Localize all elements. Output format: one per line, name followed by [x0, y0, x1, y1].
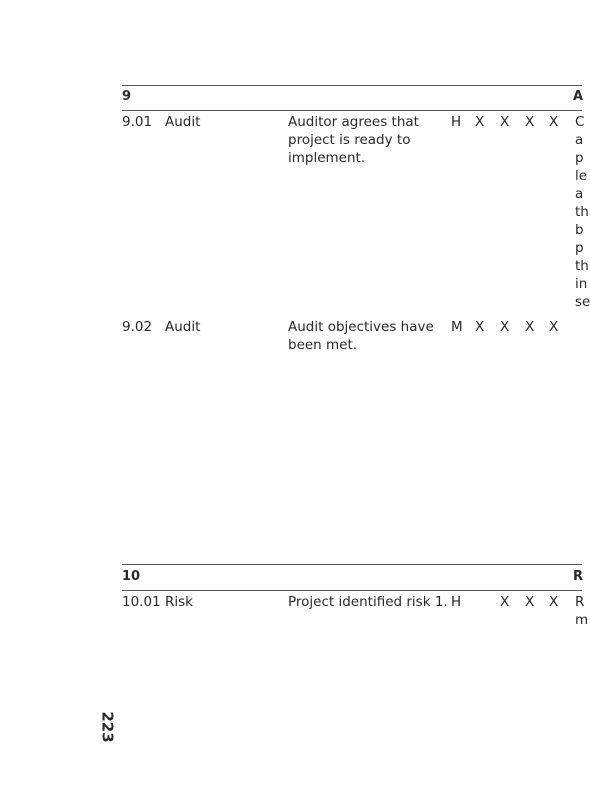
section-header-rule [122, 110, 582, 111]
row-description: Audit objectives have been met. [288, 319, 434, 353]
row-id: 9.01 [122, 114, 153, 130]
note-fragment: in [575, 276, 588, 292]
note-fragment: se [575, 294, 590, 310]
row-category: Risk [165, 594, 193, 610]
page-number: 223 [98, 711, 117, 743]
note-fragment: a [575, 132, 584, 148]
row-category: Audit [165, 319, 201, 335]
note-fragment: R [575, 594, 585, 610]
note-fragment: m [575, 612, 589, 628]
row-priority: H [451, 594, 462, 610]
row-mark-3: X [525, 114, 535, 130]
row-priority: M [451, 319, 463, 335]
row-mark-1: X [475, 319, 485, 335]
row-mark-3: X [525, 594, 535, 610]
note-fragment: C [575, 114, 585, 130]
row-mark-3: X [525, 319, 535, 335]
row-description: Project identified risk 1. [288, 594, 448, 610]
section-top-rule [122, 85, 582, 86]
section-number: 9 [122, 89, 132, 104]
note-fragment: le [575, 168, 588, 184]
row-mark-2: X [500, 319, 510, 335]
section-header-rule [122, 590, 582, 591]
section-number: 10 [122, 569, 141, 584]
note-fragment: th [575, 204, 589, 220]
row-category: Audit [165, 114, 201, 130]
note-fragment: th [575, 258, 589, 274]
section-heading-clipped: A [573, 89, 584, 104]
section-top-rule [122, 564, 582, 565]
row-mark-2: X [500, 114, 510, 130]
row-id: 10.01 [122, 594, 161, 610]
note-fragment: b [575, 222, 584, 238]
row-mark-4: X [549, 319, 559, 335]
row-notes-clipped [575, 113, 590, 311]
row-notes-clipped [575, 593, 589, 629]
section-heading-clipped: R [573, 569, 584, 584]
row-description: Auditor agrees that project is ready to implement. [288, 114, 419, 166]
note-fragment: a [575, 186, 584, 202]
note-fragment: p [575, 240, 584, 256]
row-mark-4: X [549, 114, 559, 130]
note-fragment: p [575, 150, 584, 166]
row-priority: H [451, 114, 462, 130]
row-mark-4: X [549, 594, 559, 610]
row-mark-1: X [475, 114, 485, 130]
row-id: 9.02 [122, 319, 153, 335]
row-mark-2: X [500, 594, 510, 610]
